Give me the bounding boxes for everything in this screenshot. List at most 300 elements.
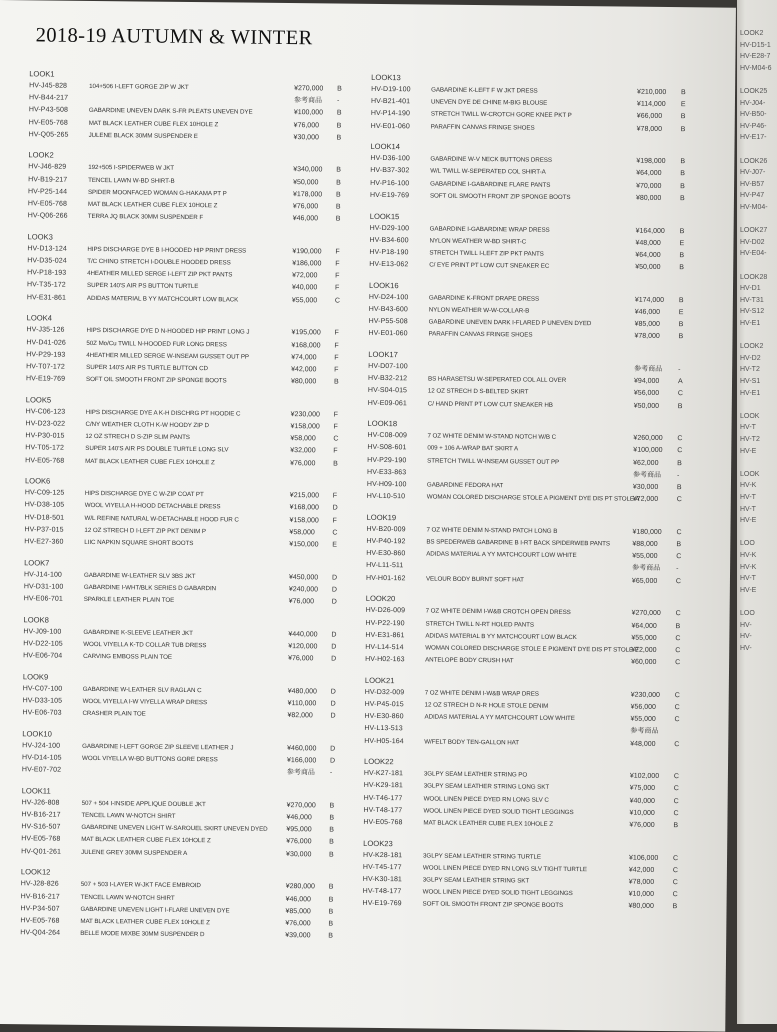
item-price: 参考商品 <box>630 726 680 739</box>
item-row <box>363 817 685 833</box>
item-price: ¥46,000 <box>635 307 685 320</box>
item-code: HV-P43-508 <box>29 105 89 118</box>
item-price: ¥178,000 <box>293 189 343 202</box>
side-page-line: HV-B57 <box>740 181 764 188</box>
look-title: LOOK20 <box>366 593 688 608</box>
item-price: ¥39,000 <box>285 930 335 943</box>
item-price: ¥106,000 <box>629 852 679 865</box>
look-title: LOOK17 <box>368 349 690 364</box>
side-page-line: HV-D1 <box>740 285 761 292</box>
side-page-line: LOOK <box>740 471 759 478</box>
item-row <box>28 210 346 226</box>
look-title: LOOK23 <box>363 837 685 852</box>
item-row <box>371 120 693 136</box>
side-page-line: HV-E1 <box>740 390 760 397</box>
item-code: HV-J14-100 <box>24 569 84 582</box>
item-description: SUPER 140'S AIR PS BUTTON TURTLE <box>87 280 287 294</box>
item-price: ¥50,000 <box>635 262 685 275</box>
item-row <box>366 572 688 588</box>
item-description: WOOL VIYELLA I-W VIYELLA WRAP DRESS <box>83 696 283 710</box>
item-code: HV-J24-100 <box>22 740 82 753</box>
look-title: LOOK22 <box>364 756 686 771</box>
look-section <box>367 418 690 506</box>
item-description: C/ HAND PRINT PT LOW CUT SNEAKER HB <box>428 398 633 412</box>
item-description: TERRA JQ BLACK 30MM SUSPENDER F <box>88 211 288 225</box>
item-price: ¥55,000 <box>630 714 680 727</box>
item-row <box>364 735 686 751</box>
item-code: HV-T48-177 <box>363 805 423 818</box>
item-price: ¥280,000 <box>286 881 336 894</box>
item-description: MAT BLACK LEATHER CUBE FLEX 10HOLE Z <box>80 916 280 930</box>
item-description: MAT BLACK LEATHER CUBE FLEX 10HOLE Z <box>85 455 285 469</box>
look-title: LOOK1 <box>29 68 347 83</box>
item-price: ¥74,000 <box>291 352 341 365</box>
item-price: ¥230,000 <box>291 409 341 422</box>
side-page-line: HV-T <box>740 424 756 431</box>
item-description: ADIDAS MATERIAL A YY MATCHCOURT LOW WHITE <box>426 549 631 563</box>
side-page-line: HV-K <box>740 564 756 571</box>
item-code: HV-C08-009 <box>367 430 427 443</box>
item-code: HV-L10-510 <box>367 491 427 504</box>
item-tag: C <box>673 889 683 901</box>
item-description: 12 OZ STRECH D N-R HOLE STOLE DENIM <box>425 699 630 713</box>
item-code: HV-E13-062 <box>369 259 429 272</box>
item-price: ¥440,000 <box>288 629 338 642</box>
look-title: LOOK21 <box>365 675 687 690</box>
side-page-line: HV-J07- <box>740 169 765 176</box>
item-description: SOFT OIL SMOOTH FRONT ZIP SPONGE BOOTS <box>430 190 635 204</box>
item-code: HV-P14-190 <box>371 108 431 121</box>
item-code: HV-T07-172 <box>26 361 86 374</box>
item-tag: B <box>679 250 689 262</box>
item-code: HV-E19-769 <box>370 190 430 203</box>
item-description: GABARDINE W-V NECK BUTTONS DRESS <box>430 154 635 168</box>
item-row <box>23 650 341 666</box>
item-price: ¥55,000 <box>631 632 681 645</box>
item-price: 参考商品 <box>632 563 682 576</box>
item-price: ¥65,000 <box>632 575 682 588</box>
item-tag: C <box>675 645 685 657</box>
item-description: STRETCH TWILL N-RT HOLED PANTS <box>425 618 630 632</box>
item-description: CRASHER PLAIN TOE <box>82 708 282 722</box>
item-code: HV-B20-009 <box>366 524 426 537</box>
item-tag: B <box>329 837 339 849</box>
item-code: HV-D18-501 <box>25 512 85 525</box>
item-description: GABARDINE UNEVEN LIGHT W-SAROUEL SKIRT UNEVEN DYED <box>81 822 281 836</box>
look-section <box>20 867 339 943</box>
item-tag: F <box>334 409 344 421</box>
side-page-line: HV-D2 <box>740 355 761 362</box>
item-price: ¥32,000 <box>290 445 340 458</box>
item-price: ¥42,000 <box>291 364 341 377</box>
side-page-line: HV-T <box>740 506 756 513</box>
item-code: HV-D14-105 <box>22 752 82 765</box>
item-price: ¥180,000 <box>632 527 682 540</box>
item-tag: A <box>678 376 688 388</box>
item-price: ¥114,000 <box>637 99 687 112</box>
item-description: TENCEL LAWN W-NOTCH SHIRT <box>81 810 281 824</box>
item-tag: B <box>680 169 690 181</box>
item-description: ADIDAS MATERIAL B YY MATCHCOURT LOW BLACK <box>425 630 630 644</box>
item-code: HV-E05-768 <box>25 455 85 468</box>
item-code: HV-J35-126 <box>26 325 86 338</box>
item-code: HV-K30-181 <box>363 874 423 887</box>
item-code: HV-E31-861 <box>27 292 87 305</box>
item-description: STRETCH TWILL W-CROTCH GORE KNEE PKT P <box>431 109 636 123</box>
item-tag: B <box>680 156 690 168</box>
item-price: ¥78,000 <box>637 123 687 136</box>
item-price: ¥88,000 <box>632 539 682 552</box>
item-price: ¥60,000 <box>631 657 681 670</box>
item-description: TENCEL LAWN W-BD SHIRT-B <box>88 175 288 189</box>
item-code: HV-D19-100 <box>371 84 431 97</box>
look-title: LOOK4 <box>27 313 345 328</box>
item-tag: D <box>330 711 340 723</box>
item-description: T/C CHINO STRETCH I-DOUBLE HOODED DRESS <box>87 256 287 270</box>
item-code: HV-H01-162 <box>366 572 426 585</box>
item-code: HV-E30-860 <box>366 548 426 561</box>
item-description: W/L REFINE NATURAL W-DETACHABLE HOOD FUR C <box>85 512 285 526</box>
item-price: ¥270,000 <box>632 608 682 621</box>
item-price: ¥76,000 <box>288 653 338 666</box>
item-code: HV-D23-022 <box>25 418 85 431</box>
item-price: ¥80,000 <box>636 192 686 205</box>
item-price: ¥110,000 <box>288 698 338 711</box>
item-description: WOOL VIYELLA W-BD BUTTONS GORE DRESS <box>82 753 282 767</box>
item-tag: B <box>681 124 691 136</box>
item-description: BELLE MODE MIXBE 30MM SUSPENDER D <box>80 928 280 942</box>
item-code: HV-E33-863 <box>367 467 427 480</box>
item-tag: B <box>675 621 685 633</box>
item-description: W/L TWILL W-SEPERATED COL SHIRT-A <box>430 166 635 180</box>
item-tag: B <box>336 165 346 177</box>
item-code: HV-B43-600 <box>369 304 429 317</box>
item-code: HV-H02-163 <box>365 654 425 667</box>
item-description: ADIDAS MATERIAL B YY MATCHCOURT LOW BLACK <box>87 293 287 307</box>
item-code: HV-P30-015 <box>25 430 85 443</box>
side-page-line: HV-E1 <box>740 320 760 327</box>
item-description: CARVING EMBOSS PLAIN TOE <box>83 651 283 665</box>
item-code: HV-L11-511 <box>366 560 426 573</box>
item-code: HV-E05-768 <box>363 817 423 830</box>
item-tag: B <box>672 901 682 913</box>
side-page-line: HV-T2 <box>740 436 760 443</box>
side-page-line: HV-S1 <box>740 378 760 385</box>
item-tag: D <box>331 641 341 653</box>
item-tag: F <box>332 515 342 527</box>
item-description: ADIDAS MATERIAL A YY MATCHCOURT LOW WHITE <box>424 712 629 726</box>
look-title: LOOK10 <box>22 728 340 743</box>
item-description: HIPS DISCHARGE DYE C W-ZIP COAT PT <box>85 488 285 502</box>
item-tag: F <box>333 446 343 458</box>
item-price: ¥56,000 <box>631 702 681 715</box>
side-page-line: LOOK28 <box>740 274 767 281</box>
item-code: HV-P16-100 <box>370 178 430 191</box>
look-title: LOOK18 <box>368 418 690 433</box>
item-tag: C <box>674 739 684 751</box>
item-price: 参考商品 <box>287 767 337 780</box>
item-tag: C <box>673 877 683 889</box>
item-tag: C <box>332 527 342 539</box>
item-code: HV-T45-177 <box>363 862 423 875</box>
right-column <box>362 72 693 922</box>
item-price: ¥64,000 <box>636 168 686 181</box>
item-description: WOOL LINEN PIECE DYED RN LONG SLV TIGHT TURTLE <box>423 862 628 876</box>
item-price: ¥166,000 <box>287 755 337 768</box>
item-description: 104+506 I-LEFT GORGE ZIP W JKT <box>89 81 289 95</box>
item-price: ¥80,000 <box>291 376 341 389</box>
item-code: HV-P18-193 <box>27 268 87 281</box>
item-price: ¥150,000 <box>289 539 339 552</box>
item-description: HIPS DISCHARGE DYE D N-HOODED HIP PRINT LONG J <box>86 325 286 339</box>
item-description: JULENE BLACK 30MM SUSPENDER E <box>89 130 289 144</box>
look-title: LOOK3 <box>27 231 345 246</box>
item-code: HV-T35-172 <box>27 280 87 293</box>
item-description: 12 OZ STRECH D I-LEFT ZIP PKT DENIM P <box>84 525 284 539</box>
item-tag: D <box>331 686 341 698</box>
item-description: BS SPEDERWEB GABARDINE B I-RT BACK SPIDERWEB PANTS <box>426 537 631 551</box>
item-description: SUPER 140'S AIR PS DOUBLE TURTLE LONG SLV <box>85 443 285 457</box>
item-tag: C <box>677 494 687 506</box>
item-code: HV-D33-105 <box>23 695 83 708</box>
item-price: ¥85,000 <box>635 319 685 332</box>
look-title: LOOK14 <box>370 141 692 156</box>
side-page-line: LOOK25 <box>740 88 767 95</box>
item-description: SPIDER MOONFACED WOMAN G-HAKAMA PT P <box>88 187 288 201</box>
item-tag: D <box>332 597 342 609</box>
look-section <box>29 68 348 144</box>
look-section <box>21 785 340 861</box>
item-description: SUPER 140'S AIR PS TURTLE BUTTON CD <box>86 362 286 376</box>
item-tag: B <box>673 820 683 832</box>
item-tag: D <box>331 654 341 666</box>
item-tag: B <box>681 87 691 99</box>
item-code: HV-D35-024 <box>27 255 87 268</box>
item-description: NYLON WEATHER W-W-COLLAR-B <box>429 304 634 318</box>
item-tag: D <box>333 503 343 515</box>
item-price: ¥195,000 <box>291 327 341 340</box>
item-tag: - <box>330 768 340 780</box>
item-code: HV-B32-212 <box>368 373 428 386</box>
look-section <box>363 756 686 832</box>
item-tag: B <box>329 825 339 837</box>
item-row <box>22 764 340 780</box>
item-description: 009 + 106 A-WRAP BAT SKIRT A <box>427 443 632 457</box>
look-section <box>365 593 688 669</box>
item-tag: F <box>335 259 345 271</box>
item-price: ¥76,000 <box>285 918 335 931</box>
item-description: PARAFFIN CANVAS FRINGE SHOES <box>428 329 633 343</box>
item-tag: D <box>330 743 340 755</box>
item-description: 7 OZ WHITE DENIM I-W&B WRAP DRES <box>425 687 630 701</box>
look-title: LOOK5 <box>26 394 344 409</box>
item-price: ¥78,000 <box>629 877 679 890</box>
left-column <box>20 68 347 951</box>
item-price: ¥76,000 <box>629 820 679 833</box>
side-page-line: HV-T <box>740 494 756 501</box>
item-code: HV-B21-401 <box>371 96 431 109</box>
item-description: 507 + 503 I-LAYER W-JKT FACE EMBROID <box>81 879 281 893</box>
item-tag: C <box>676 576 686 588</box>
item-price: ¥56,000 <box>634 388 684 401</box>
item-row <box>21 846 339 862</box>
item-tag: C <box>674 714 684 726</box>
item-tag: B <box>678 331 688 343</box>
item-description: 3GLPY SEAM LEATHER STRING SKT <box>423 874 628 888</box>
item-price: ¥198,000 <box>636 156 686 169</box>
item-code: HV-T05-172 <box>25 443 85 456</box>
item-tag: E <box>332 539 342 551</box>
item-code: HV-B34-600 <box>369 235 429 248</box>
item-row <box>368 397 690 413</box>
item-price: ¥260,000 <box>633 433 683 446</box>
item-code: HV-K28-181 <box>363 849 423 862</box>
item-price: ¥72,000 <box>633 494 683 507</box>
item-description: GABARDINE UNEVEN LIGHT I-FLARE UNEVEN DYE <box>80 904 280 918</box>
item-price: ¥480,000 <box>288 686 338 699</box>
item-code: HV-J09-100 <box>23 626 83 639</box>
look-section <box>371 72 694 136</box>
side-page-line: LOOK2 <box>740 30 763 37</box>
item-tag: - <box>677 470 687 482</box>
side-page-line: HV-E <box>740 587 756 594</box>
item-price: ¥270,000 <box>294 83 344 96</box>
item-price: ¥50,000 <box>293 177 343 190</box>
item-tag: B <box>337 132 347 144</box>
item-price: ¥46,000 <box>293 213 343 226</box>
item-row <box>20 927 338 943</box>
item-tag: C <box>673 853 683 865</box>
item-tag: - <box>678 364 688 376</box>
item-code: HV-B16-217 <box>21 891 81 904</box>
adjacent-page-edge <box>737 0 777 1024</box>
item-price: ¥94,000 <box>634 376 684 389</box>
item-code: HV-B16-217 <box>21 809 81 822</box>
item-tag: - <box>337 96 347 108</box>
item-price: ¥30,000 <box>294 132 344 145</box>
item-description: NYLON WEATHER W-BD SHIRT-C <box>429 235 634 249</box>
item-code: HV-E09-061 <box>368 397 428 410</box>
item-description: 7 OZ WHITE DENIM I-W&B CROTCH OPEN DRESS <box>426 606 631 620</box>
item-tag: C <box>677 446 687 458</box>
item-tag: B <box>337 84 347 96</box>
item-description: 3GLPY SEAM LEATHER STRING PO <box>424 769 629 783</box>
item-price: ¥168,000 <box>291 340 341 353</box>
item-price: 参考商品 <box>294 95 344 108</box>
look-title: LOOK15 <box>370 210 692 225</box>
item-code: HV-J45-828 <box>29 80 89 93</box>
item-code: HV-E19-769 <box>362 898 422 911</box>
item-row <box>370 190 692 206</box>
item-tag: D <box>332 572 342 584</box>
item-tag: B <box>679 295 689 307</box>
item-code: HV-D29-100 <box>370 222 430 235</box>
side-page-line: HV- <box>740 645 752 652</box>
item-row <box>22 707 340 723</box>
item-description: UNEVEN DYE DE CHINE M-BIG BLOUSE <box>431 97 636 111</box>
item-code: HV-E05-768 <box>21 834 81 847</box>
item-description: C/ EYE PRINT PT LOW CUT SNEAKER EC <box>429 260 634 274</box>
side-page-line: LOO <box>740 540 755 547</box>
item-code: HV-P22-190 <box>365 617 425 630</box>
item-code: HV-S16-507 <box>21 822 81 835</box>
side-page-line: HV-D02 <box>740 239 765 246</box>
side-page-line: HV-B50- <box>740 111 766 118</box>
look-section <box>370 141 693 205</box>
item-code: HV-D32-009 <box>365 687 425 700</box>
item-tag: C <box>673 865 683 877</box>
item-code: HV-E01-060 <box>371 120 431 133</box>
item-description: 50Z Mo/Cu TWILL N-HOODED FUR LONG DRESS <box>86 337 286 351</box>
look-section <box>368 280 691 344</box>
item-price: ¥450,000 <box>289 572 339 585</box>
item-price: ¥82,000 <box>287 710 337 723</box>
item-code: HV-Q01-261 <box>21 846 81 859</box>
item-tag: F <box>333 421 343 433</box>
item-price: ¥55,000 <box>632 551 682 564</box>
item-description: VELOUR BODY BURNT SOFT HAT <box>426 573 631 587</box>
item-code: HV-E30-860 <box>364 711 424 724</box>
look-title: LOOK13 <box>371 72 693 87</box>
item-row <box>368 328 690 344</box>
item-tag: C <box>335 295 345 307</box>
item-description: MAT BLACK LEATHER CUBE FLEX 10HOLE Z <box>88 199 288 213</box>
item-code: HV-D38-105 <box>25 500 85 513</box>
item-price: ¥100,000 <box>294 107 344 120</box>
item-description: STRETCH TWILL I-LEFT ZIP PKT PANTS <box>429 247 634 261</box>
look-section <box>23 614 341 666</box>
item-row <box>362 898 684 914</box>
item-row <box>24 593 342 609</box>
item-tag: B <box>336 177 346 189</box>
item-price: ¥50,000 <box>634 400 684 413</box>
item-price: ¥48,000 <box>630 738 680 751</box>
item-tag: C <box>675 690 685 702</box>
item-price: 参考商品 <box>634 364 684 377</box>
item-price: ¥210,000 <box>637 87 687 100</box>
side-page-line: HV-P47 <box>740 192 764 199</box>
item-description: SOFT OIL SMOOTH FRONT ZIP SPONGE BOOTS <box>86 374 286 388</box>
item-price: 参考商品 <box>633 469 683 482</box>
item-tag: B <box>679 319 689 331</box>
item-tag: B <box>337 120 347 132</box>
item-tag: D <box>330 755 340 767</box>
item-description: GABARDINE I-LEFT GORGE ZIP SLEEVE LEATHER J <box>82 741 282 755</box>
item-description: WOOL VIYELLA K-TD COLLAR TUB DRESS <box>83 639 283 653</box>
side-page-line: HV- <box>740 633 752 640</box>
item-description: GABARDINE I-GABARDINE FLARE PANTS <box>430 178 635 192</box>
item-tag: F <box>334 352 344 364</box>
item-description: SPARKLE LEATHER PLAIN TOE <box>84 594 284 608</box>
item-row <box>367 491 689 507</box>
look-title: LOOK2 <box>28 150 346 165</box>
item-tag: B <box>677 458 687 470</box>
item-tag: B <box>333 458 343 470</box>
item-description: 4HEATHER MILLED SERGE I-LEFT ZIP PKT PANTS <box>87 268 287 282</box>
item-tag: F <box>335 271 345 283</box>
item-code: HV-E05-768 <box>20 915 80 928</box>
item-code: HV-E27-360 <box>24 536 84 549</box>
item-tag: F <box>334 364 344 376</box>
item-tag: C <box>674 783 684 795</box>
item-description: 507 + 504 I-INSIDE APPLIQUE DOUBLE JKT <box>82 798 282 812</box>
item-tag: B <box>680 193 690 205</box>
item-row <box>369 259 691 275</box>
item-code: HV-P34-507 <box>20 903 80 916</box>
side-page-line: HV-M04-6 <box>740 65 772 72</box>
item-code: HV-Q04-264 <box>20 927 80 940</box>
item-code: HV-J46-829 <box>28 162 88 175</box>
